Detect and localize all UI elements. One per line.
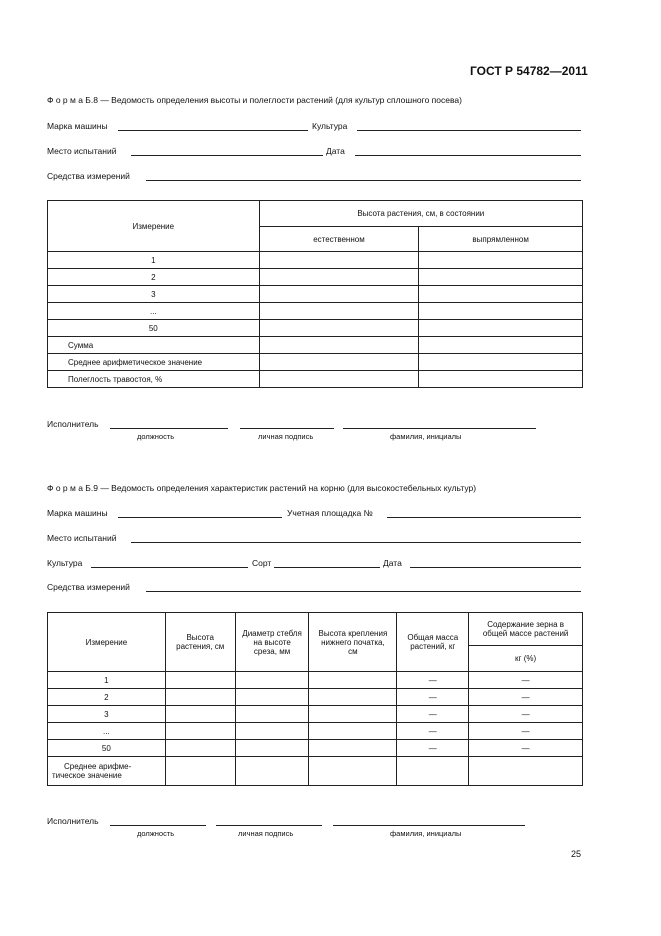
b9-cell[interactable]	[165, 757, 235, 786]
b9-position-field[interactable]	[110, 825, 206, 826]
b8-row-label: ...	[48, 303, 260, 320]
b8-cap-position: должность	[137, 432, 175, 441]
b8-cell[interactable]	[259, 320, 419, 337]
b9-variety-field[interactable]	[274, 567, 380, 568]
standard-number: ГОСТ Р 54782—2011	[470, 64, 588, 78]
b8-name-field[interactable]	[343, 428, 536, 429]
b9-variety-label: Сорт	[252, 558, 272, 568]
b8-col-natural: естественном	[259, 227, 419, 252]
b9-dash: —	[469, 689, 583, 706]
b8-date-field[interactable]	[355, 155, 581, 156]
b8-tools-field[interactable]	[146, 180, 581, 181]
b9-cell[interactable]	[309, 672, 397, 689]
b9-cell[interactable]	[235, 723, 309, 740]
b9-machine-field[interactable]	[118, 517, 282, 518]
b9-col-cob-l2: нижнего початка,	[321, 637, 385, 647]
b8-col-measure: Измерение	[48, 201, 260, 252]
b8-signature-field[interactable]	[240, 428, 334, 429]
b8-culture-field[interactable]	[357, 130, 581, 131]
b9-cell[interactable]	[165, 689, 235, 706]
b8-cell[interactable]	[419, 354, 583, 371]
b9-culture-label: Культура	[47, 558, 83, 568]
b8-cell[interactable]	[419, 269, 583, 286]
form-b9-title: Ф о р м а Б.9 — Ведомость определения характеристик растений на корню (для высокостебельных культур)	[47, 483, 477, 493]
b8-col-height: Высота растения, см, в состоянии	[259, 201, 582, 227]
b9-col-height-l2: растения, см	[176, 642, 225, 651]
b9-cap-signature: личная подпись	[238, 829, 294, 838]
b9-table	[47, 612, 583, 786]
b8-table	[47, 200, 583, 388]
b9-cell[interactable]	[235, 740, 309, 757]
b9-machine-label: Марка машины	[47, 508, 108, 518]
b8-tools-label: Средства измерений	[47, 171, 130, 181]
b8-row-mean: Среднее арифметическое значение	[48, 354, 260, 371]
b8-cell[interactable]	[259, 354, 419, 371]
b8-cell[interactable]	[419, 371, 583, 388]
b8-culture-label: Культура	[312, 121, 348, 131]
b9-col-grain-l2: общей массе растений	[482, 629, 569, 638]
page-number: 25	[571, 849, 582, 859]
b9-cell[interactable]	[309, 706, 397, 723]
b9-cell[interactable]	[309, 740, 397, 757]
b9-cell[interactable]	[309, 723, 397, 740]
b9-cell[interactable]	[309, 757, 397, 786]
b9-dash: —	[397, 740, 469, 757]
b9-col-mass-l1: Общая масса	[407, 633, 459, 642]
b9-col-grain	[469, 613, 583, 646]
b9-col-diam-l3: среза, мм	[253, 646, 291, 656]
b8-position-field[interactable]	[110, 428, 228, 429]
b9-col-diam-l2: на высоте	[253, 637, 291, 647]
b8-place-label: Место испытаний	[47, 146, 117, 156]
b9-row-label: 50	[48, 740, 166, 757]
b9-col-mass-l2: растений, кг	[410, 642, 456, 651]
b9-dash: —	[397, 672, 469, 689]
b8-cell[interactable]	[259, 286, 419, 303]
b9-dash: —	[397, 689, 469, 706]
b9-date-label: Дата	[383, 558, 402, 568]
b9-date-field[interactable]	[410, 567, 581, 568]
b8-machine-label: Марка машины	[47, 121, 108, 131]
b8-cap-signature: личная подпись	[258, 432, 314, 441]
b9-cell[interactable]	[397, 757, 469, 786]
b9-col-diam-l1: Диаметр стебля	[242, 628, 302, 638]
b9-place-field[interactable]	[131, 542, 581, 543]
b9-col-diameter	[235, 613, 309, 672]
b8-row-label: 50	[48, 320, 260, 337]
b9-col-mass	[397, 613, 469, 672]
b9-cell[interactable]	[309, 689, 397, 706]
b9-signature-field[interactable]	[216, 825, 322, 826]
b9-col-height	[165, 613, 235, 672]
b9-tools-label: Средства измерений	[47, 582, 130, 592]
b9-row-mean	[48, 757, 166, 786]
b8-cell[interactable]	[259, 337, 419, 354]
b9-cell[interactable]	[165, 706, 235, 723]
b8-row-sum: Сумма	[48, 337, 260, 354]
b9-row-label: ...	[48, 723, 166, 740]
b9-row-label: 1	[48, 672, 166, 689]
b9-col-grain-unit: кг (%)	[469, 646, 583, 672]
b9-cap-position: должность	[137, 829, 175, 838]
b8-cell[interactable]	[259, 252, 419, 269]
b8-performer-label: Исполнитель	[47, 419, 99, 429]
b9-cell[interactable]	[469, 757, 583, 786]
b8-cell[interactable]	[259, 303, 419, 320]
b8-cell[interactable]	[419, 320, 583, 337]
b8-cell[interactable]	[419, 286, 583, 303]
b9-col-height-l1: Высота	[186, 633, 214, 642]
b9-dash: —	[469, 740, 583, 757]
b9-plot-label: Учетная площадка №	[287, 508, 373, 518]
b8-cell[interactable]	[419, 252, 583, 269]
b9-mean-l2: тическое значение	[52, 771, 122, 780]
b8-cell[interactable]	[419, 303, 583, 320]
b9-cell[interactable]	[165, 740, 235, 757]
b9-cell[interactable]	[235, 757, 309, 786]
b9-mean-l1: Среднее арифме-	[64, 762, 132, 771]
b9-dash: —	[397, 706, 469, 723]
b9-culture-field[interactable]	[91, 567, 248, 568]
b9-col-cob-l1: Высота крепления	[318, 628, 388, 638]
b9-place-label: Место испытаний	[47, 533, 117, 543]
b9-cell[interactable]	[235, 706, 309, 723]
b9-cell[interactable]	[165, 723, 235, 740]
b8-row-label: 3	[48, 286, 260, 303]
b8-cell[interactable]	[259, 269, 419, 286]
b9-cap-name: фамилия, инициалы	[390, 829, 462, 838]
b8-col-straight: выпрямленном	[419, 227, 583, 252]
form-b8-title: Ф о р м а Б.8 — Ведомость определения высоты и полеглости растений (для культур сплошного посева)	[47, 95, 462, 105]
b9-dash: —	[469, 723, 583, 740]
b9-row-label: 2	[48, 689, 166, 706]
b9-tools-field[interactable]	[146, 591, 581, 592]
b8-row-lodging: Полеглость травостоя, %	[48, 371, 260, 388]
b8-cell[interactable]	[419, 337, 583, 354]
b9-performer-label: Исполнитель	[47, 816, 99, 826]
b8-date-label: Дата	[326, 146, 345, 156]
b8-cap-name: фамилия, инициалы	[390, 432, 462, 441]
b9-plot-field[interactable]	[387, 517, 581, 518]
b8-machine-field[interactable]	[118, 130, 308, 131]
b9-col-cob	[309, 613, 397, 672]
b9-dash: —	[469, 672, 583, 689]
b8-row-label: 1	[48, 252, 260, 269]
b9-cell[interactable]	[235, 672, 309, 689]
b9-dash: —	[469, 706, 583, 723]
b9-cell[interactable]	[235, 689, 309, 706]
b9-dash: —	[397, 723, 469, 740]
b8-cell[interactable]	[259, 371, 419, 388]
b9-row-label: 3	[48, 706, 166, 723]
b8-place-field[interactable]	[131, 155, 323, 156]
b8-row-label: 2	[48, 269, 260, 286]
b9-cell[interactable]	[165, 672, 235, 689]
b9-col-grain-l1: Содержание зерна в	[487, 620, 564, 629]
b9-col-cob-l3: см	[348, 646, 358, 656]
b9-name-field[interactable]	[333, 825, 525, 826]
b9-col-measure: Измерение	[48, 613, 166, 672]
